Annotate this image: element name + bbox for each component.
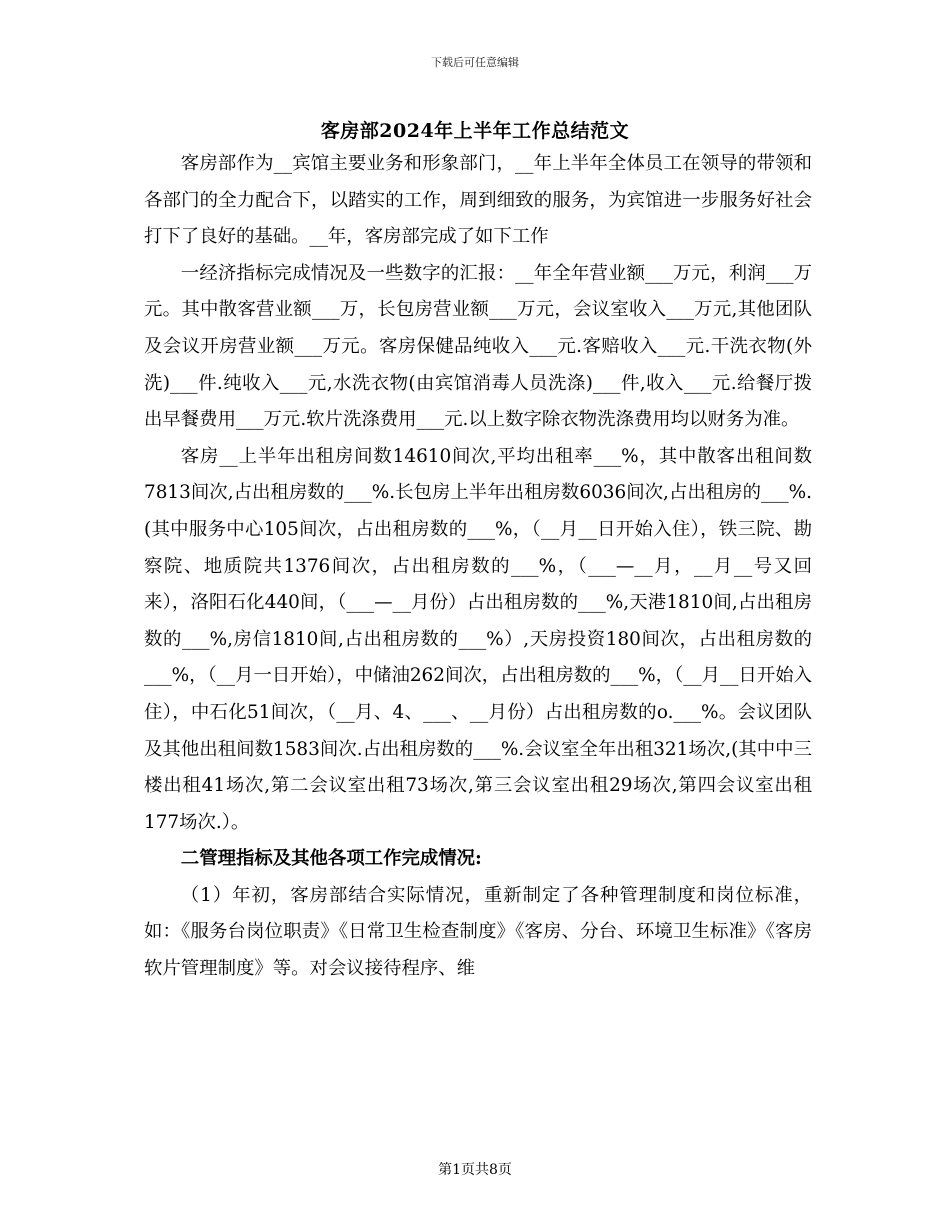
paragraph-room-rentals: 客房__上半年出租房间数14610间次,平均出租率___%，其中散客出租间数7813间次,占出租房数的___%.长包房上半年出租房数6036间次,占出租房的___%.(其中服务中心105间次，占出租房数的___%，（__月__日开始入住），铁三院、勘察院、地质院共1376间次，占出租房数的___%，（___—__月，__月__号又回来），洛阳石化440间，（___—__月份）占出租房数的___%,天港1810间,占出租房数的___%,房信1810间,占出租房数的___%）,天房投资180间次，占出租房数的___%，（__月一日开始），中储油262间次，占出租房数的___%，（__月__日开始入住），中石化51间次，（__月、4、___、__月份）占出租房数的o.___%。会议团队及其他出租间数1583间次.占出租房数的___%.会议室全年出租321场次,(其中中三楼出租41场次,第二会议室出租73场次,第三会议室出租29场次,第四会议室出租177场次.）。 — [144, 445, 812, 833]
page-footer: 第1页共8页 — [438, 1162, 512, 1178]
section-heading-management: 二管理指标及其他各项工作完成情况: — [180, 848, 482, 870]
paragraph-economic-indicators: 一经济指标完成情况及一些数字的汇报：__年全年营业额___万元，利润___万元。其中散客营业额___万，长包房营业额___万元，会议室收入___万元,其他团队及会议开房营业额___万元。客房保健品纯收入___元.客赔收入___元.干洗衣物(外洗)___件.纯收入___元,水洗衣物(由宾馆消毒人员洗涤)___件,收入___元.给餐厅拨出早餐费用___万元.软片洗涤费用___元.以上数字除衣物洗涤费用均以财务为准。 — [144, 262, 812, 431]
document-title: 客房部2024年上半年工作总结范文 — [320, 120, 630, 142]
document-body — [144, 146, 812, 988]
page-header: 下载后可任意编辑 — [431, 56, 519, 69]
paragraph-management-1: （1）年初，客房部结合实际情况，重新制定了各种管理制度和岗位标准，如：《服务台岗位职责》《日常卫生检查制度》《客房、分台、环境卫生标准》《客房软片管理制度》等。对会议接待程序、维 — [144, 884, 812, 980]
paragraph-intro: 客房部作为__宾馆主要业务和形象部门，__年上半年全体员工在领导的带领和各部门的全力配合下，以踏实的工作，周到细致的服务，为宾馆进一步服务好社会打下了良好的基础。__年，客房部完成了如下工作 — [144, 153, 812, 248]
